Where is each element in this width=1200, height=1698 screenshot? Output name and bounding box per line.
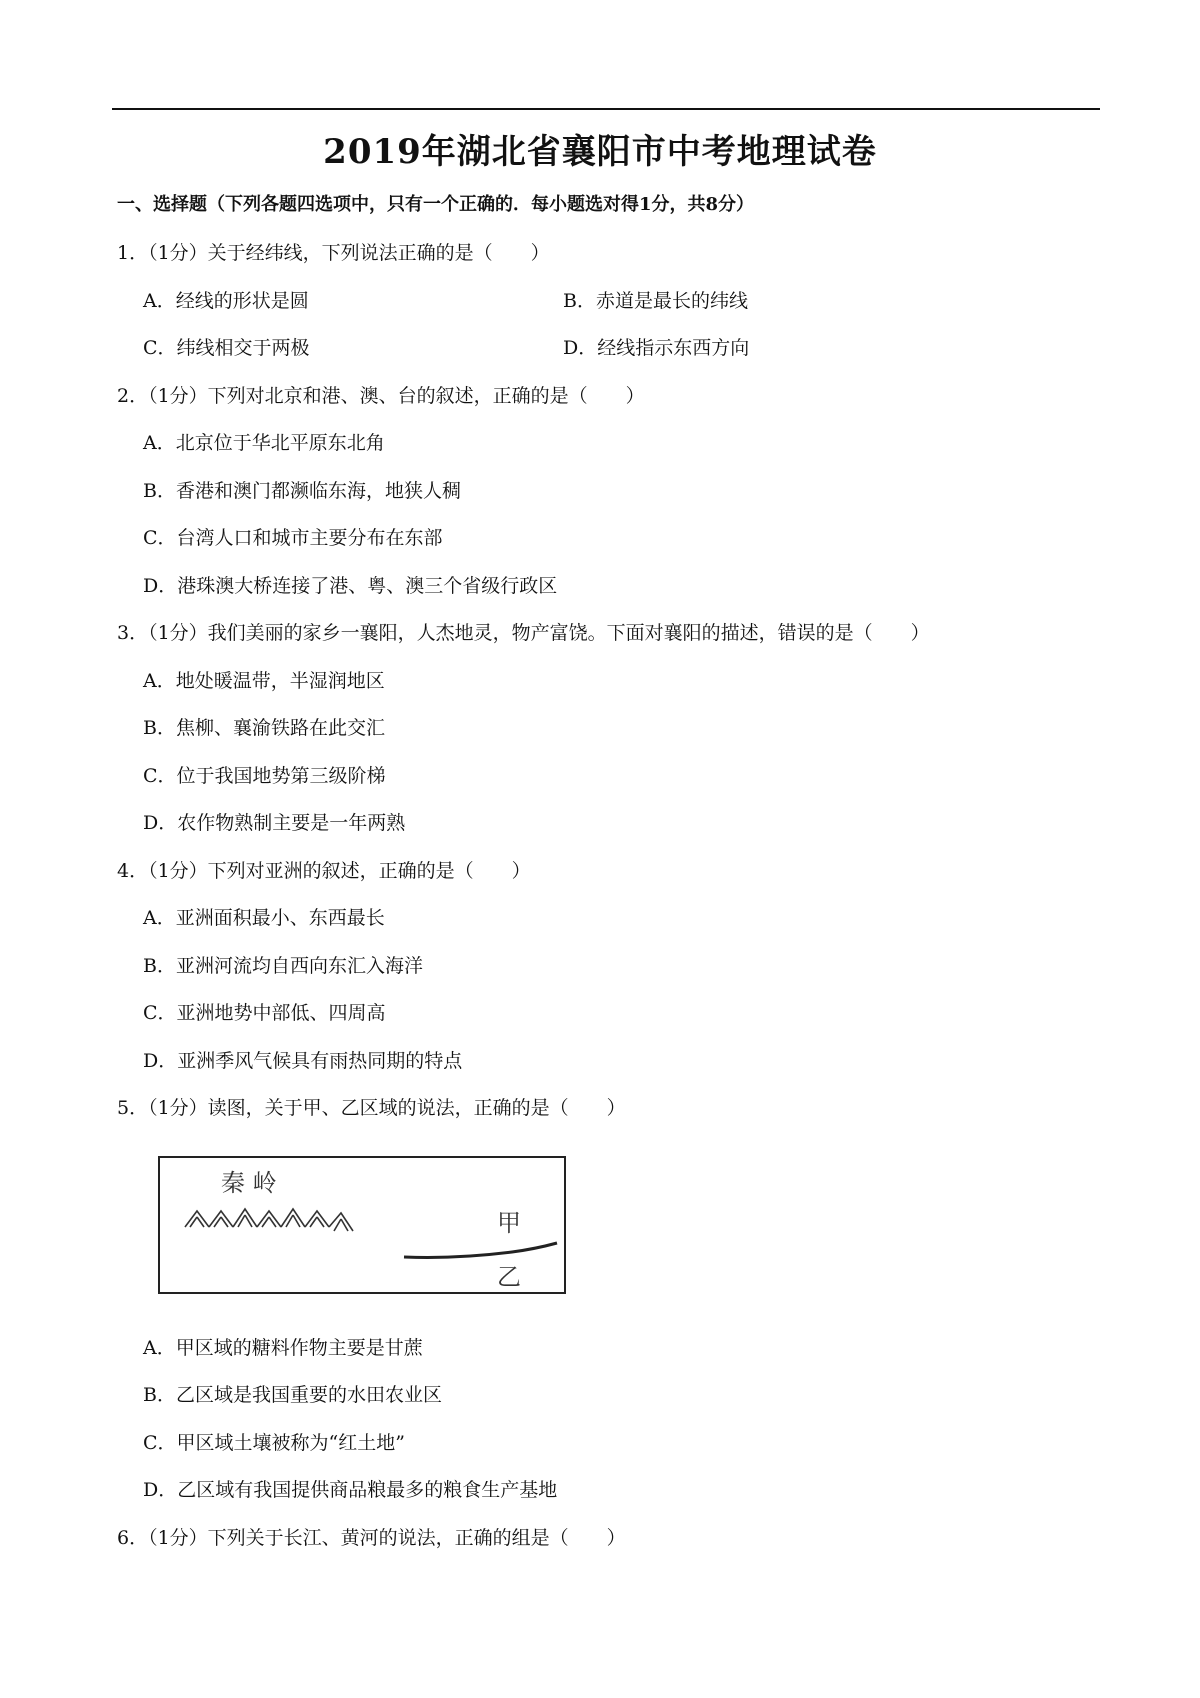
top-rule [112, 108, 1100, 110]
question-5-option-c[interactable]: C．甲区域土壤被称为“红土地” [143, 1432, 405, 1454]
question-2-option-c[interactable]: C．台湾人口和城市主要分布在东部 [143, 527, 443, 549]
question-2-option-d[interactable]: D．港珠澳大桥连接了港、粤、澳三个省级行政区 [143, 575, 558, 597]
question-4-option-d[interactable]: D．亚洲季风气候具有雨热同期的特点 [143, 1050, 463, 1072]
question-4-option-b[interactable]: B．亚洲河流均自西向东汇入海洋 [143, 955, 423, 977]
question-5-option-b[interactable]: B．乙区域是我国重要的水田农业区 [143, 1384, 442, 1406]
question-5-option-a[interactable]: A．甲区域的糖料作物主要是甘蔗 [143, 1337, 423, 1359]
question-5-stem: 5．（1分）读图，关于甲、乙区域的说法，正确的是（ ） [117, 1097, 626, 1119]
question-4-stem: 4．（1分）下列对亚洲的叙述，正确的是（ ） [117, 860, 531, 882]
question-5-option-d[interactable]: D．乙区域有我国提供商品粮最多的粮食生产基地 [143, 1479, 558, 1501]
question-3-stem: 3．（1分）我们美丽的家乡一襄阳，人杰地灵，物产富饶。下面对襄阳的描述，错误的是（ ） [117, 622, 930, 644]
question-6-stem: 6．（1分）下列关于长江、黄河的说法，正确的组是（ ） [117, 1527, 626, 1549]
region-yi-label: 乙 [497, 1263, 521, 1291]
qinling-map-figure [157, 1155, 567, 1295]
question-1-option-b[interactable]: B．赤道是最长的纬线 [563, 290, 748, 312]
question-3-option-d[interactable]: D．农作物熟制主要是一年两熟 [143, 812, 406, 834]
qinling-label: 秦 岭 [221, 1169, 277, 1197]
question-2-stem: 2．（1分）下列对北京和港、澳、台的叙述，正确的是（ ） [117, 385, 645, 407]
question-4-option-c[interactable]: C．亚洲地势中部低、四周高 [143, 1002, 386, 1024]
page-title: 2019年湖北省襄阳市中考地理试卷 [323, 132, 877, 172]
region-jia-label: 甲 [497, 1209, 521, 1237]
question-3-option-c[interactable]: C．位于我国地势第三级阶梯 [143, 765, 386, 787]
question-1-option-c[interactable]: C．纬线相交于两极 [143, 337, 310, 359]
question-1-option-a[interactable]: A．经线的形状是圆 [143, 290, 309, 312]
question-1-stem: 1．（1分）关于经纬线，下列说法正确的是（ ） [117, 242, 550, 264]
question-1-option-d[interactable]: D．经线指示东西方向 [563, 337, 750, 359]
question-3-option-b[interactable]: B．焦柳、襄渝铁路在此交汇 [143, 717, 385, 739]
question-2-option-b[interactable]: B．香港和澳门都濒临东海，地狭人稠 [143, 480, 461, 502]
question-3-option-a[interactable]: A．地处暖温带，半湿润地区 [143, 670, 385, 692]
section-heading: 一、选择题（下列各题四选项中，只有一个正确的．每小题选对得1分，共8分） [117, 194, 755, 215]
question-4-option-a[interactable]: A．亚洲面积最小、东西最长 [143, 907, 385, 929]
question-2-option-a[interactable]: A．北京位于华北平原东北角 [143, 432, 385, 454]
